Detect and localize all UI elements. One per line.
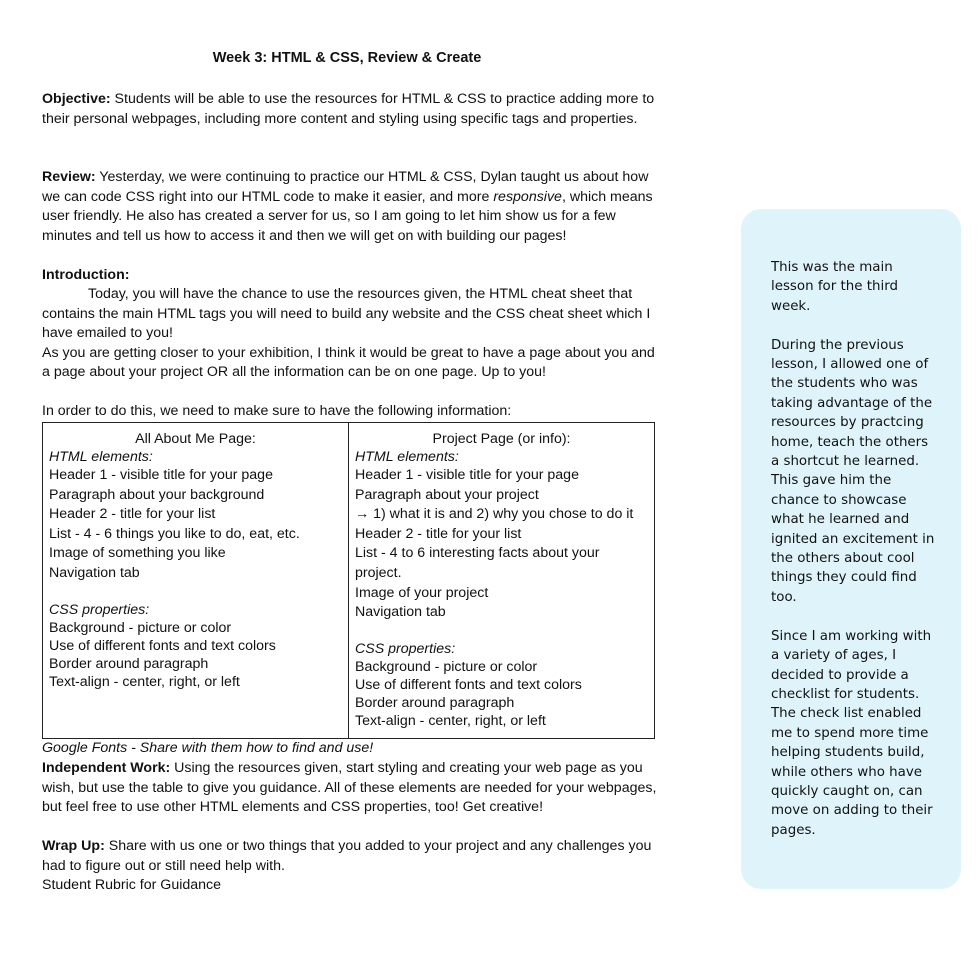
list-item: Border around paragraph	[355, 694, 515, 711]
objective-label: Objective:	[42, 91, 111, 107]
list-item: List - 4 - 6 things you like to do, eat, etc.	[49, 525, 300, 542]
review-label: Review:	[42, 169, 96, 185]
about-me-heading: All About Me Page:	[135, 431, 256, 447]
review-italic-word: responsive	[493, 188, 562, 205]
rubric-line: Student Rubric for Guidance	[42, 877, 222, 893]
wrap-up-label: Wrap Up:	[42, 838, 105, 854]
list-item: Navigation tab	[49, 564, 140, 581]
checklist-intro: In order to do this, we need to make sure to have the following information:	[42, 403, 512, 419]
project-page-column	[349, 423, 655, 739]
introduction-label: Introduction:	[42, 267, 130, 283]
about-me-css-label: CSS properties:	[49, 601, 150, 618]
review-text: Yesterday, we were continuing to practice our HTML & CSS, Dylan taught us about how we can code CSS right into our HTML code to make it easier, and more	[42, 169, 649, 205]
review-text-end: , which means user friendly. He also has created a server for us, so I am going to let him show us for a few minutes and tell us how to access it and then we will get on with building our pages!	[42, 188, 653, 244]
list-item: List - 4 to 6 interesting facts about your project.	[355, 545, 600, 581]
list-item: Image of your project	[355, 584, 489, 601]
introduction-heading-line	[42, 266, 657, 286]
list-item: Header 2 - title for your list	[355, 525, 522, 542]
list-item: Header 1 - visible title for your page	[355, 467, 579, 483]
list-item: Border around paragraph	[49, 655, 209, 672]
independent-work-paragraph	[42, 759, 657, 818]
reflection-paragraph: During the previous lesson, I allowed one of the students who was taking advantage of the resources by practcing home, teach the others a shortcut he learned. This gave him the chance to showcase what he learned and ignited an excitement in the others about cool things they could find too.	[771, 337, 935, 605]
list-item: Paragraph about your project	[355, 486, 539, 503]
list-item: Background - picture or color	[49, 619, 232, 636]
list-item: Text-align - center, right, or left	[355, 712, 546, 729]
lesson-title: Week 3: HTML & CSS, Review & Create	[212, 50, 482, 66]
objective-text: Students will be able to use the resources for HTML & CSS to practice adding more to their personal webpages, including more content and styling using specific tags and properties.	[42, 91, 655, 127]
list-item: Paragraph about your background	[49, 486, 265, 503]
list-item: Use of different fonts and text colors	[355, 676, 582, 693]
google-fonts-note: Google Fonts - Share with them how to find and use!	[42, 740, 374, 756]
reflection-paragraph: Since I am working with a variety of ages, I decided to provide a checklist for students. The check list enabled me to spend more time helping students build, while others who have quickly caught on, can move on adding to their pages.	[771, 628, 933, 838]
reflection-text	[771, 258, 936, 860]
about-me-html-label: HTML elements:	[49, 449, 153, 465]
list-item: → 1) what it is and 2) why you chose to do it	[355, 506, 634, 523]
list-item: Image of something you like	[49, 545, 226, 562]
introduction-text-1: Today, you will have the chance to use the resources given, the HTML cheat sheet that contains the main HTML tags you will need to build any website and the CSS cheat sheet which I have emailed to you!	[42, 286, 651, 341]
list-item: Header 2 - title for your list	[49, 506, 216, 523]
project-css-label: CSS properties:	[355, 640, 456, 657]
introduction-paragraph	[42, 285, 657, 383]
project-html-label: HTML elements:	[355, 449, 459, 465]
list-item: Header 1 - visible title for your page	[49, 467, 273, 483]
wrap-up-text: Share with us one or two things that you added to your project and any challenges you had to figure out or still need help with.	[42, 838, 652, 874]
project-page-heading: Project Page (or info):	[432, 431, 571, 447]
requirements-table	[42, 422, 655, 739]
independent-work-label: Independent Work:	[42, 760, 171, 776]
objective-paragraph	[42, 90, 657, 129]
about-me-column	[43, 423, 349, 739]
list-item: Navigation tab	[355, 604, 446, 621]
list-item: Background - picture or color	[355, 658, 538, 675]
list-item: Use of different fonts and text colors	[49, 637, 276, 654]
independent-work-text: Using the resources given, start styling and creating your web page as you wish, but use the table to give you guidance. All of these elements are needed for your webpages, but feel free to use other HTML elements and CSS properties, too! Get creative!	[42, 760, 657, 815]
wrap-up-paragraph	[42, 837, 657, 876]
introduction-text-2: As you are getting closer to your exhibition, I think it would be great to have a page about you and a page about your project OR all the information can be on one page. Up to you!	[42, 344, 655, 380]
review-paragraph	[42, 168, 657, 246]
list-item: Text-align - center, right, or left	[49, 673, 240, 690]
reflection-paragraph: This was the main lesson for the third week.	[771, 260, 898, 314]
